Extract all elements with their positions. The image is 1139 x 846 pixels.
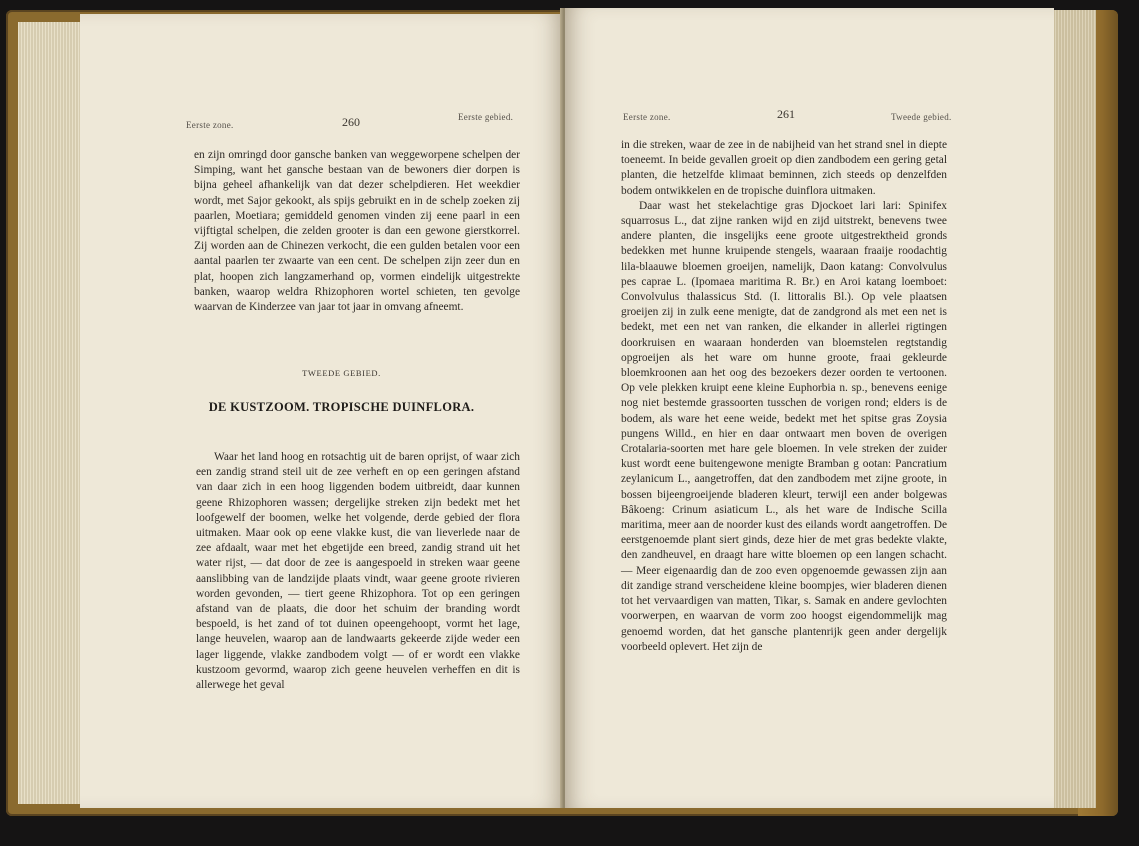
text-block-top xyxy=(194,148,520,315)
running-head-right: Eerste gebied. xyxy=(458,112,514,122)
section-label: TWEEDE GEBIED. xyxy=(302,368,381,378)
running-head-left: Eerste zone. xyxy=(623,112,671,122)
running-head-right: Tweede gebied. xyxy=(891,112,952,122)
text-block-main xyxy=(196,450,520,693)
page-number: 260 xyxy=(342,115,360,129)
right-page xyxy=(565,8,1054,808)
paragraph: Waar het land hoog en rotsachtig uit de baren oprijst, of waar zich een zandig strand steil uit de zee verheft en op een geringen afstand van daar zich in een hoog liggenden bodem uitbreidt, daar kunnen geene Rhizophoren wassen; dergelijke streken zijn bedekt met het loofgewelf der boomen, welke het volgende, derde gebied der flora uitmaken. Maar ook op eene vlakke kust, die van lieverlede naar de zee afdaalt, waar met het ebgetijde een breed, zandig strand uit het water rijst, — dat door de zee is aangespoeld in streken waar geene aanslibbing van de landzijde plaats vindt, waar geene groote rivieren worden gevonden, — tiert geene Rhizophora. Tot op een geringen afstand van de plaats, die door het schuim der branding wordt bespoeld, is het zand of tot duinen opeengehoopt, vormt het lage, lange heuvelen, waarop aan de landwaarts gekeerde zijde weder een lager liggende, vlakke zandbodem volgt — of er wordt een vlakke kustzoom gevormd, waarop zich geene heuvelen verheffen en dit is allerwege het geval xyxy=(196,451,520,692)
page-number: 261 xyxy=(777,107,795,121)
running-head-left: Eerste zone. xyxy=(186,120,234,130)
text-block xyxy=(621,138,947,655)
paragraph: Daar wast het stekelachtige gras Djockoet lari lari: Spinifex squarrosus L., dat zijne ranken wijd en zijd uitstrekt, benevens twee andere planten, die insgelijks eene groote uitgestrektheid gronds bedekken met hunne kruipende stengels, waaraan fraaije roodachtig lila-blaauwe bloemen groeijen, namelijk, Daon katang: Convolvulus pes caprae L. (Ipomaea maritima R. Br.) en Aroi katang loemboet: Convolvulus thalassicus Std. (I. littoralis Bl.). Op vele plaatsen groeijen zij in zulk eene menigte, dat de zandgrond als met een net is bedekt, met een net van ranken, die elkander in allerlei rigtingen doorkruisen en waaraan honderden van bloemstelen regtstandig opgroeijen als het ware om hunne groote, fraai gekleurde bloemkroonen aan het oog des bezoekers dezer oorden te vertoonen. Op vele plekken kruipt eene kleine Euphorbia n. sp., benevens eenige nog niet bestemde grassoorten tusschen de vorigen rond; elders is de bodem, als ware het eene weide, bedekt met het spitse gras Zoysia pungens Willd., en hier en daar ontwaart men boven de overigen Crotalaria-soorten met hare gele bloemen. In vele streken der zuider kust wordt eene buitengewone menigte Bramban g ootan: Pancratium zeylanicum L., aangetroffen, dat den zandbodem met zijne groote, in bossen bijeengroeijende bladeren kleurt, terwijl een ander bolgewas Bâkoeng: Crinum asiaticum L., als het ware de Indische Scilla maritima, meer aan de noorder kust des eilands wordt aangetroffen. De eerstgenoemde plant siert ginds, deze hier de met gras bedekte vlakte, den zandheuvel, en draagt hare witte bloemen op een langen schacht. — Meer eigenaardig dan de zoo even opgenoemde gewassen zijn aan dit zandige strand verscheidene kleine boompjes, wier bladeren dienen tot het vervaardigen van matten, Tikar, s. Samak en andere gevlochten voorwerpen, en waarvan de vorm zoo hoogst eigendommelijk mag genoemd worden, dat het gansche plantenrijk geen ander dergelijk voorbeeld oplevert. Het zijn de xyxy=(621,199,947,653)
left-page xyxy=(80,14,563,808)
section-title: DE KUSTZOOM. TROPISCHE DUINFLORA. xyxy=(208,400,475,414)
page-stack-left xyxy=(18,22,84,804)
paragraph: en zijn omringd door gansche banken van weggeworpene schelpen der Simping, want het gansche bestaan van de bewoners dier dorpen is bijna geheel afhankelijk van dat dezer schelpdieren. Het weekdier wordt, met Sajor gekookt, als spijs gebruikt en in de schelp zoeken zij paarlen, Moetiara; gemiddeld genomen vinden zij eene paarl in een vijftigtal schelpen, die zelden grooter is dan een gewone gierstkorrel. Zij worden aan de Chinezen verkocht, die een gulden betalen voor een aantal paarlen ter zwaarte van een cent. De schelpen zijn zeer dun en plat, hoopen zich langzamerhand op, vormen eindelijk uitgestrekte banken, waarop weldra Rhizophoren wortel schieten, ten gevolge waarvan de Kinderzee van jaar tot jaar in omvang afneemt. xyxy=(194,149,520,314)
paragraph: in die streken, waar de zee in de nabijheid van het strand snel in diepte toeneemt. In beide gevallen groeit op dien zandbodem een gering getal planten, die hetzelfde klimaat beminnen, zich steeds op denzelfden bodem ontwikkelen en de tropische duinflora uitmaken. xyxy=(621,139,947,197)
page-stack-right xyxy=(1052,10,1096,808)
